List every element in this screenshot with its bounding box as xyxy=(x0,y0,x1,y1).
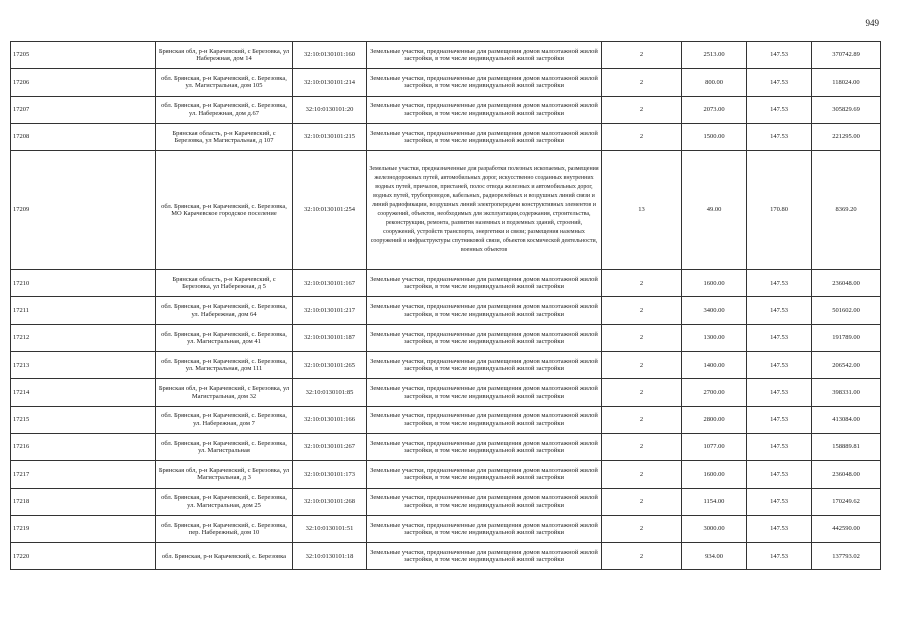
cadastral-number-cell: 32:10:0130101:187 xyxy=(293,324,367,351)
specific-value-cell: 147.53 xyxy=(747,42,812,69)
cadastral-value-cell: 191789.00 xyxy=(812,324,881,351)
address-cell: обл. Брянская, р-н Карачевский, с. Березовка, ул. Магистральная, дом 25 xyxy=(156,488,293,515)
specific-value-cell: 147.53 xyxy=(747,352,812,379)
address-cell: обл. Брянская, р-н Карачевский, с. Березовка, ул. Набережная, дом 64 xyxy=(156,297,293,324)
row-number: 17211 xyxy=(11,297,156,324)
cadastral-number-cell: 32:10:0130101:217 xyxy=(293,297,367,324)
area-cell: 1600.00 xyxy=(682,461,747,488)
row-number: 17207 xyxy=(11,96,156,123)
row-number: 17210 xyxy=(11,270,156,297)
land-use-cell: Земельные участки, предназначенные для размещения домов малоэтажной жилой застройки, в том числе индивидуальной жилой застройки xyxy=(367,488,602,515)
cadastral-number-cell: 32:10:0130101:214 xyxy=(293,69,367,96)
cadastral-number-cell: 32:10:0130101:51 xyxy=(293,515,367,542)
area-cell: 800.00 xyxy=(682,69,747,96)
address-cell: обл. Брянская, р-н Карачевский, с. Березовка, ул. Набережная, дом 7 xyxy=(156,406,293,433)
row-number: 17219 xyxy=(11,515,156,542)
land-use-cell: Земельные участки, предназначенные для размещения домов малоэтажной жилой застройки, в том числе индивидуальной жилой застройки xyxy=(367,297,602,324)
use-code-cell: 2 xyxy=(602,123,682,150)
area-cell: 1300.00 xyxy=(682,324,747,351)
row-number: 17206 xyxy=(11,69,156,96)
use-code-cell: 2 xyxy=(602,406,682,433)
area-cell: 934.00 xyxy=(682,543,747,570)
cadastral-value-cell: 118024.00 xyxy=(812,69,881,96)
use-code-cell: 13 xyxy=(602,151,682,270)
address-cell: Брянская обл, р-н Карачевский, с Березовка, ул Набережная, дом 14 xyxy=(156,42,293,69)
table-row xyxy=(11,69,881,96)
table-row xyxy=(11,515,881,542)
use-code-cell: 2 xyxy=(602,297,682,324)
cadastral-value-cell: 8369.20 xyxy=(812,151,881,270)
row-number: 17209 xyxy=(11,151,156,270)
specific-value-cell: 147.53 xyxy=(747,297,812,324)
land-use-cell: Земельные участки, предназначенные для размещения домов малоэтажной жилой застройки, в том числе индивидуальной жилой застройки xyxy=(367,270,602,297)
area-cell: 2513.00 xyxy=(682,42,747,69)
area-cell: 3000.00 xyxy=(682,515,747,542)
land-use-cell: Земельные участки, предназначенные для размещения домов малоэтажной жилой застройки, в том числе индивидуальной жилой застройки xyxy=(367,69,602,96)
cadastral-value-cell: 370742.89 xyxy=(812,42,881,69)
cadastral-value-cell: 221295.00 xyxy=(812,123,881,150)
use-code-cell: 2 xyxy=(602,324,682,351)
cadastral-number-cell: 32:10:0130101:254 xyxy=(293,151,367,270)
cadastral-number-cell: 32:10:0130101:18 xyxy=(293,543,367,570)
row-number: 17217 xyxy=(11,461,156,488)
cadastral-value-cell: 206542.00 xyxy=(812,352,881,379)
cadastral-number-cell: 32:10:0130101:215 xyxy=(293,123,367,150)
area-cell: 2073.00 xyxy=(682,96,747,123)
address-cell: обл. Брянская, р-н Карачевский, с. Березовка, ул. Набережная, дом д.67 xyxy=(156,96,293,123)
table-row xyxy=(11,297,881,324)
table-row xyxy=(11,270,881,297)
land-use-cell: Земельные участки, предназначенные для размещения домов малоэтажной жилой застройки, в том числе индивидуальной жилой застройки xyxy=(367,406,602,433)
cadastral-value-cell: 501602.00 xyxy=(812,297,881,324)
specific-value-cell: 147.53 xyxy=(747,515,812,542)
cadastral-value-cell: 305829.69 xyxy=(812,96,881,123)
cadastral-value-cell: 236048.00 xyxy=(812,461,881,488)
use-code-cell: 2 xyxy=(602,543,682,570)
specific-value-cell: 147.53 xyxy=(747,543,812,570)
land-use-cell: Земельные участки, предназначенные для разработки полезных ископаемых, размещения железнодорожных путей, автомобильных дорог, искусственно созданных внутренних водных путей, причалов, пристаней, полос отвода железных и автомобильных дорог, водных путей, трубопроводов, кабельных, радиорелейных и воздушных линий связи и линий радиофикации, воздушных линий электропередачи конструктивных элементов и сооружений, объектов, необходимых для эксплуатации,содержания, строительства, реконструкции, ремонта, развития наземных и подземных зданий, строений, сооружений, устройств транспорта, энергетики и связи; размещения наземных сооружений и инфраструктуры спутниковой связи, объектов космической деятельности, военных объектов xyxy=(367,151,602,270)
area-cell: 1077.00 xyxy=(682,433,747,460)
row-number: 17216 xyxy=(11,433,156,460)
cadastral-number-cell: 32:10:0130101:160 xyxy=(293,42,367,69)
table-row xyxy=(11,352,881,379)
specific-value-cell: 147.53 xyxy=(747,324,812,351)
cadastral-value-table xyxy=(10,41,881,570)
address-cell: обл. Брянская, р-н Карачевский, с. Березовка, пер. Набережный, дом 10 xyxy=(156,515,293,542)
table-row xyxy=(11,488,881,515)
area-cell: 3400.00 xyxy=(682,297,747,324)
row-number: 17220 xyxy=(11,543,156,570)
land-use-cell: Земельные участки, предназначенные для размещения домов малоэтажной жилой застройки, в том числе индивидуальной жилой застройки xyxy=(367,96,602,123)
specific-value-cell: 147.53 xyxy=(747,406,812,433)
address-cell: обл. Брянская, р-н Карачевский, с. Березовка, ул. Магистральная, дом 105 xyxy=(156,69,293,96)
cadastral-number-cell: 32:10:0130101:20 xyxy=(293,96,367,123)
address-cell: обл. Брянская, р-н Карачевский, с. Березовка, ул. Магистральная, дом 41 xyxy=(156,324,293,351)
use-code-cell: 2 xyxy=(602,69,682,96)
use-code-cell: 2 xyxy=(602,42,682,69)
row-number: 17208 xyxy=(11,123,156,150)
table-row xyxy=(11,324,881,351)
land-use-cell: Земельные участки, предназначенные для размещения домов малоэтажной жилой застройки, в том числе индивидуальной жилой застройки xyxy=(367,324,602,351)
use-code-cell: 2 xyxy=(602,461,682,488)
address-cell: обл. Брянская, р-н Карачевский, с. Березовка, ул. Магистральная, дом 111 xyxy=(156,352,293,379)
area-cell: 1600.00 xyxy=(682,270,747,297)
specific-value-cell: 147.53 xyxy=(747,461,812,488)
address-cell: Брянская обл, р-н Карачевский, с Березовка, ул Магистральная, д 3 xyxy=(156,461,293,488)
land-use-cell: Земельные участки, предназначенные для размещения домов малоэтажной жилой застройки, в том числе индивидуальной жилой застройки xyxy=(367,433,602,460)
cadastral-value-cell: 236048.00 xyxy=(812,270,881,297)
cadastral-number-cell: 32:10:0130101:267 xyxy=(293,433,367,460)
address-cell: обл. Брянская, р-н Карачевский, с. Березовка, ул. Магистральная xyxy=(156,433,293,460)
area-cell: 2800.00 xyxy=(682,406,747,433)
land-use-cell: Земельные участки, предназначенные для размещения домов малоэтажной жилой застройки, в том числе индивидуальной жилой застройки xyxy=(367,461,602,488)
address-cell: Брянская область, р-н Карачевский, с Березовка, ул Магистральная, д 107 xyxy=(156,123,293,150)
row-number: 17213 xyxy=(11,352,156,379)
land-use-cell: Земельные участки, предназначенные для размещения домов малоэтажной жилой застройки, в том числе индивидуальной жилой застройки xyxy=(367,515,602,542)
cadastral-number-cell: 32:10:0130101:265 xyxy=(293,352,367,379)
table-row xyxy=(11,433,881,460)
cadastral-value-cell: 170249.62 xyxy=(812,488,881,515)
table-row xyxy=(11,379,881,406)
area-cell: 1400.00 xyxy=(682,352,747,379)
use-code-cell: 2 xyxy=(602,433,682,460)
cadastral-number-cell: 32:10:0130101:173 xyxy=(293,461,367,488)
use-code-cell: 2 xyxy=(602,515,682,542)
specific-value-cell: 147.53 xyxy=(747,123,812,150)
area-cell: 49.00 xyxy=(682,151,747,270)
specific-value-cell: 147.53 xyxy=(747,433,812,460)
specific-value-cell: 147.53 xyxy=(747,69,812,96)
land-use-cell: Земельные участки, предназначенные для размещения домов малоэтажной жилой застройки, в том числе индивидуальной жилой застройки xyxy=(367,379,602,406)
area-cell: 1154.00 xyxy=(682,488,747,515)
cadastral-value-cell: 442590.00 xyxy=(812,515,881,542)
cadastral-value-cell: 413084.00 xyxy=(812,406,881,433)
land-use-cell: Земельные участки, предназначенные для размещения домов малоэтажной жилой застройки, в том числе индивидуальной жилой застройки xyxy=(367,42,602,69)
use-code-cell: 2 xyxy=(602,96,682,123)
land-use-cell: Земельные участки, предназначенные для размещения домов малоэтажной жилой застройки, в том числе индивидуальной жилой застройки xyxy=(367,123,602,150)
cadastral-number-cell: 32:10:0130101:166 xyxy=(293,406,367,433)
cadastral-value-cell: 398331.00 xyxy=(812,379,881,406)
table-row xyxy=(11,96,881,123)
address-cell: Брянская обл, р-н Карачевский, с Березовка, ул Магистральная, дом 32 xyxy=(156,379,293,406)
table-row xyxy=(11,123,881,150)
specific-value-cell: 147.53 xyxy=(747,270,812,297)
table-row xyxy=(11,543,881,570)
cadastral-value-cell: 137793.02 xyxy=(812,543,881,570)
table-row xyxy=(11,461,881,488)
row-number: 17214 xyxy=(11,379,156,406)
row-number: 17215 xyxy=(11,406,156,433)
row-number: 17212 xyxy=(11,324,156,351)
table-row xyxy=(11,151,881,270)
area-cell: 2700.00 xyxy=(682,379,747,406)
use-code-cell: 2 xyxy=(602,352,682,379)
cadastral-number-cell: 32:10:0130101:167 xyxy=(293,270,367,297)
use-code-cell: 2 xyxy=(602,379,682,406)
table-row xyxy=(11,42,881,69)
specific-value-cell: 147.53 xyxy=(747,96,812,123)
land-use-cell: Земельные участки, предназначенные для размещения домов малоэтажной жилой застройки, в том числе индивидуальной жилой застройки xyxy=(367,352,602,379)
use-code-cell: 2 xyxy=(602,488,682,515)
specific-value-cell: 147.53 xyxy=(747,488,812,515)
row-number: 17205 xyxy=(11,42,156,69)
specific-value-cell: 147.53 xyxy=(747,379,812,406)
cadastral-number-cell: 32:10:0130101:85 xyxy=(293,379,367,406)
page-number: 949 xyxy=(865,18,879,28)
address-cell: обл. Брянская, р-н Карачевский, с. Березовка, МО Карачевское городское поселение xyxy=(156,151,293,270)
table-row xyxy=(11,406,881,433)
address-cell: обл. Брянская, р-н Карачевский, с. Березовка xyxy=(156,543,293,570)
land-use-cell: Земельные участки, предназначенные для размещения домов малоэтажной жилой застройки, в том числе индивидуальной жилой застройки xyxy=(367,543,602,570)
row-number: 17218 xyxy=(11,488,156,515)
cadastral-number-cell: 32:10:0130101:268 xyxy=(293,488,367,515)
use-code-cell: 2 xyxy=(602,270,682,297)
cadastral-value-cell: 158889.81 xyxy=(812,433,881,460)
specific-value-cell: 170.80 xyxy=(747,151,812,270)
address-cell: Брянская область, р-н Карачевский, с Березовка, ул Набережная, д 5 xyxy=(156,270,293,297)
area-cell: 1500.00 xyxy=(682,123,747,150)
